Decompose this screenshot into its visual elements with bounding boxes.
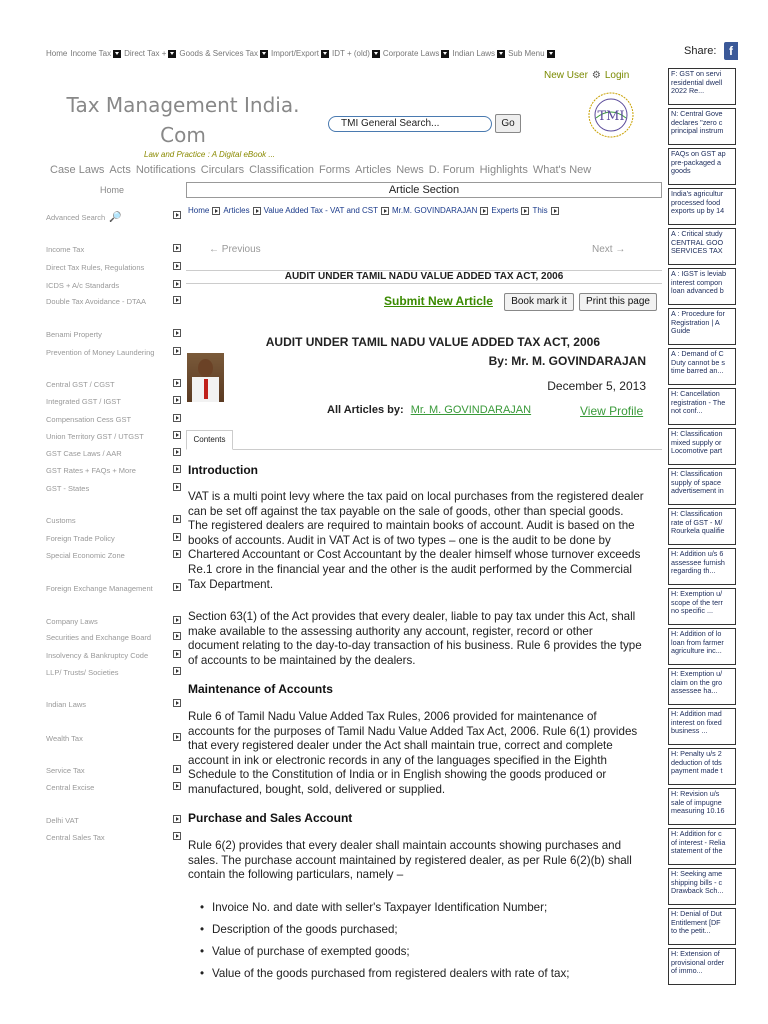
news-item-line: H: Classification bbox=[671, 509, 723, 518]
expand-arrow-icon[interactable] bbox=[173, 329, 181, 337]
search-input[interactable]: TMI General Search... bbox=[328, 116, 492, 132]
news-item[interactable] bbox=[668, 428, 736, 465]
news-item-line: time barred an... bbox=[671, 366, 724, 376]
paragraph-2: Section 63(1) of the Act provides that every dealer, liable to pay tax under this Act, shall make available to the assessing authority any account, register, record or other document relating to the day-to-day transaction of his business. Rule 6 provides the type of accounts to be maintained by the dealers. bbox=[188, 610, 642, 667]
expand-arrow-icon[interactable] bbox=[173, 465, 181, 473]
expand-arrow-icon[interactable] bbox=[173, 533, 181, 541]
expand-arrow-icon[interactable] bbox=[173, 550, 181, 558]
news-item-line: supply of space bbox=[671, 477, 721, 487]
sidebar-item[interactable] bbox=[46, 466, 182, 475]
news-item-line: H: Classification bbox=[671, 429, 723, 438]
share-label: Share: bbox=[684, 45, 717, 57]
news-item-line: business ... bbox=[671, 726, 708, 736]
main-nav-item[interactable]: Articles bbox=[355, 164, 392, 176]
author-link[interactable]: Mr. M. GOVINDARAJAN bbox=[410, 404, 532, 416]
top-nav-label: Corporate Laws bbox=[382, 49, 440, 58]
sidebar-item[interactable] bbox=[46, 766, 182, 775]
main-nav-item[interactable]: Circulars bbox=[200, 164, 245, 176]
news-item-line: assessee ha... bbox=[671, 686, 718, 696]
expand-arrow-icon[interactable] bbox=[173, 296, 181, 304]
news-item[interactable] bbox=[668, 348, 736, 385]
breadcrumb-link[interactable]: Home bbox=[188, 206, 210, 215]
sidebar-item[interactable] bbox=[46, 397, 182, 406]
chevron-down-icon bbox=[372, 50, 380, 58]
sidebar-item[interactable] bbox=[46, 330, 182, 339]
expand-arrow-icon[interactable] bbox=[173, 667, 181, 675]
tab-contents[interactable]: Contents bbox=[186, 430, 233, 450]
news-item-line: provisional order bbox=[671, 957, 725, 967]
sidebar-item-label: Central Sales Tax bbox=[46, 833, 105, 842]
news-item[interactable] bbox=[668, 468, 736, 505]
news-item-line: A : Critical study bbox=[671, 229, 723, 238]
sidebar-item-label: Foreign Exchange Management bbox=[46, 584, 153, 593]
news-item-line: statement of the bbox=[671, 846, 723, 856]
news-item[interactable] bbox=[668, 108, 736, 145]
news-item-line: rate of GST - M/ bbox=[671, 517, 723, 527]
sidebar-item[interactable] bbox=[46, 212, 182, 223]
expand-arrow-icon[interactable] bbox=[173, 414, 181, 422]
news-item-line: India's agricultur bbox=[671, 189, 724, 198]
news-item-line: Entitlement [DF bbox=[671, 917, 721, 927]
news-item-line: sale of impugne bbox=[671, 797, 722, 807]
news-item-line: loan from farmer bbox=[671, 637, 724, 647]
chevron-down-icon bbox=[441, 50, 449, 58]
news-item-line: shipping bills - c bbox=[671, 877, 723, 887]
article-date: December 5, 2013 bbox=[547, 379, 646, 393]
news-item[interactable] bbox=[668, 668, 736, 705]
news-item-line: claim on the gro bbox=[671, 677, 723, 687]
sidebar-item-label: LLP/ Trusts/ Societies bbox=[46, 668, 119, 677]
bookmark-button[interactable]: Book mark it bbox=[504, 293, 574, 311]
arrow-right-icon bbox=[521, 207, 529, 215]
article-title: AUDIT UNDER TAMIL NADU VALUE ADDED TAX ACT, 2006 bbox=[265, 335, 600, 349]
arrow-right-icon bbox=[480, 207, 488, 215]
expand-arrow-icon[interactable] bbox=[173, 431, 181, 439]
news-item-line: H: Revision u/s bbox=[671, 789, 720, 798]
news-item-line: FAQs on GST ap bbox=[671, 149, 726, 158]
paragraph-4: Rule 6(2) provides that every dealer shall maintain accounts showing purchases and sales. The purchase account maintained by registered dealer, as per Rule 6(2)(b) shall contain the following particulars, namely – bbox=[188, 839, 632, 882]
main-nav-item[interactable]: Notifications bbox=[135, 164, 196, 176]
breadcrumb-link[interactable]: Value Added Tax - VAT and CST bbox=[263, 206, 379, 215]
sidebar-item-label: Indian Laws bbox=[46, 700, 87, 709]
view-profile-link[interactable]: View Profile bbox=[580, 404, 644, 418]
sidebar-item[interactable] bbox=[46, 348, 182, 357]
sidebar-item[interactable] bbox=[46, 651, 182, 660]
news-item-line: loan advanced b bbox=[671, 286, 724, 296]
account-links bbox=[544, 70, 629, 81]
next-link[interactable]: Next → bbox=[592, 244, 626, 255]
chevron-down-icon bbox=[168, 50, 176, 58]
top-nav-label: Goods & Services Tax bbox=[179, 49, 258, 58]
chevron-down-icon bbox=[497, 50, 505, 58]
expand-arrow-icon[interactable] bbox=[173, 262, 181, 270]
expand-arrow-icon[interactable] bbox=[173, 347, 181, 355]
sidebar-item-label: Benami Property bbox=[46, 330, 102, 339]
sidebar-item-label: Company Laws bbox=[46, 617, 98, 626]
heading-purchase-sales: Purchase and Sales Account bbox=[188, 811, 353, 825]
news-item-line: of interest - Relia bbox=[671, 837, 726, 847]
top-nav-item[interactable] bbox=[271, 49, 329, 58]
top-nav bbox=[46, 49, 555, 58]
news-item-line: agriculture inc... bbox=[671, 646, 722, 656]
expand-arrow-icon[interactable] bbox=[173, 650, 181, 658]
sidebar-item[interactable] bbox=[46, 617, 182, 626]
sidebar-item-label: Insolvency & Bankruptcy Code bbox=[46, 651, 149, 660]
sidebar-item-label: Wealth Tax bbox=[46, 734, 83, 743]
sidebar-item-label: GST Case Laws / AAR bbox=[46, 449, 122, 458]
arrow-right-icon bbox=[381, 207, 389, 215]
news-item-line: mixed supply or bbox=[671, 437, 722, 447]
sidebar-item-label: Double Tax Avoidance - DTAA bbox=[46, 297, 147, 306]
tmi-seal-logo bbox=[586, 90, 636, 140]
news-item-line: assessee furnish bbox=[671, 557, 725, 567]
submit-new-article-link[interactable]: Submit New Article bbox=[384, 294, 493, 308]
sidebar-item[interactable] bbox=[46, 297, 182, 306]
news-item-line: deduction of tds bbox=[671, 757, 722, 767]
news-item[interactable] bbox=[668, 788, 736, 825]
article-tabs bbox=[186, 430, 662, 450]
sidebar-item-label: GST Rates + FAQs + More bbox=[46, 466, 136, 475]
news-item[interactable] bbox=[668, 308, 736, 345]
expand-arrow-icon[interactable] bbox=[173, 211, 181, 219]
news-item[interactable] bbox=[668, 948, 736, 985]
sidebar-item[interactable] bbox=[46, 833, 182, 842]
expand-arrow-icon[interactable] bbox=[173, 483, 181, 491]
site-logo[interactable] bbox=[58, 90, 308, 150]
main-nav-item[interactable]: Acts bbox=[109, 164, 131, 176]
article-banner-title: AUDIT UNDER TAMIL NADU VALUE ADDED TAX ACT, 2006 bbox=[186, 270, 662, 284]
search-go-button[interactable]: Go bbox=[495, 114, 521, 133]
news-item-line: exports up by 14 bbox=[671, 206, 725, 216]
expand-arrow-icon[interactable] bbox=[173, 244, 181, 252]
main-nav-item[interactable]: Classification bbox=[249, 164, 314, 176]
sidebar-item-label: Central Excise bbox=[46, 783, 95, 792]
sidebar-item-label: Special Economic Zone bbox=[46, 551, 125, 560]
news-item-line: N: Central Gove bbox=[671, 109, 723, 118]
sidebar-item[interactable] bbox=[46, 516, 182, 525]
news-item-line: F: GST on servi bbox=[671, 69, 722, 78]
news-item-line: registration - The bbox=[671, 397, 726, 407]
expand-arrow-icon[interactable] bbox=[173, 280, 181, 288]
sidebar-home-link[interactable]: Home bbox=[100, 185, 125, 195]
news-item-line: CENTRAL GOO bbox=[671, 237, 724, 247]
arrow-right-icon bbox=[253, 207, 261, 215]
sidebar-item[interactable] bbox=[46, 816, 182, 825]
sidebar-item[interactable] bbox=[46, 534, 182, 543]
news-item-line: SERVICES TAX bbox=[671, 246, 723, 256]
all-articles-by bbox=[327, 404, 531, 416]
news-item-line: A : Procedure for bbox=[671, 309, 725, 318]
top-nav-item[interactable] bbox=[332, 49, 380, 58]
sidebar-item-label: Union Territory GST / UTGST bbox=[46, 432, 144, 441]
sidebar-item-label: Prevention of Money Laundering bbox=[46, 348, 155, 357]
news-item-line: pre-packaged a bbox=[671, 157, 721, 167]
expand-arrow-icon[interactable] bbox=[173, 782, 181, 790]
list-item: • Description of the goods purchased; bbox=[200, 923, 640, 945]
news-item-line: H: Seeking ame bbox=[671, 869, 723, 878]
chevron-down-icon bbox=[113, 50, 121, 58]
top-nav-item[interactable] bbox=[70, 49, 121, 58]
facebook-icon[interactable]: f bbox=[724, 42, 738, 60]
news-item-line: Locomotive part bbox=[671, 446, 723, 456]
news-item[interactable] bbox=[668, 588, 736, 625]
news-item-line: Duty cannot be s bbox=[671, 357, 725, 367]
logo-line-1: Tax Management India. bbox=[66, 93, 300, 117]
news-item-line: goods bbox=[671, 166, 691, 176]
top-nav-item[interactable] bbox=[508, 49, 554, 58]
news-item[interactable] bbox=[668, 748, 736, 785]
news-item[interactable] bbox=[668, 868, 736, 905]
news-item-line: H: Exemption u/ bbox=[671, 669, 723, 678]
news-item-line: H: Addition for c bbox=[671, 829, 722, 838]
main-nav-item[interactable]: Forms bbox=[318, 164, 351, 176]
sidebar-item[interactable] bbox=[46, 449, 182, 458]
news-item-line: H: Penalty u/s 2 bbox=[671, 749, 722, 758]
main-nav-item[interactable]: D. Forum bbox=[428, 164, 475, 176]
svg-text:TMI: TMI bbox=[597, 109, 625, 124]
top-nav-item[interactable] bbox=[383, 49, 449, 58]
list-item: • Invoice No. and date with seller's Taxpayer Identification Number; bbox=[200, 901, 640, 923]
expand-arrow-icon[interactable] bbox=[173, 832, 181, 840]
news-item[interactable] bbox=[668, 188, 736, 225]
top-nav-item[interactable] bbox=[179, 49, 268, 58]
news-item-line: residential dwell bbox=[671, 77, 723, 87]
top-nav-label: Import/Export bbox=[270, 49, 319, 58]
news-item-line: H: Exemption u/ bbox=[671, 589, 723, 598]
top-nav-item[interactable] bbox=[452, 49, 505, 58]
sidebar-item-label: Customs bbox=[46, 516, 76, 525]
sidebar-item[interactable] bbox=[46, 783, 182, 792]
sidebar-item-label: Direct Tax Rules, Regulations bbox=[46, 263, 145, 272]
news-item-line: to the petit... bbox=[671, 926, 711, 936]
top-nav-label: Indian Laws bbox=[452, 49, 496, 58]
gear-icon: ⚙ bbox=[591, 70, 601, 81]
news-item-line: measuring 10.16 bbox=[671, 806, 725, 816]
sidebar-item[interactable] bbox=[46, 484, 182, 493]
sidebar-item-label: Delhi VAT bbox=[46, 816, 79, 825]
news-item-line: advertisement in bbox=[671, 486, 724, 496]
expand-arrow-icon[interactable] bbox=[173, 515, 181, 523]
expand-arrow-icon[interactable] bbox=[173, 699, 181, 707]
breadcrumb-link[interactable]: Articles bbox=[223, 206, 250, 215]
previous-link[interactable]: ← Previous bbox=[209, 244, 261, 255]
news-item-line: H: Classification bbox=[671, 469, 723, 478]
sidebar-item[interactable] bbox=[46, 734, 182, 743]
login-link[interactable]: Login bbox=[604, 70, 630, 81]
paragraph-3: Rule 6 of Tamil Nadu Value Added Tax Rules, 2006 provided for maintenance of accounts for the purposes of Tamil Nadu Value Added Tax Act, 2006. Rule 6(1) provides that every registered dealer under the Act shall maintain true, correct and complete account in ink or electronic records in any of the languages specified in the Eighth Schedule to the Constitution of India or in English showing the goods produced or manufactured, bought, sold, delivered or supplied. bbox=[188, 710, 638, 796]
breadcrumb bbox=[188, 206, 559, 215]
article-byline: By: Mr. M. GOVINDARAJAN bbox=[488, 354, 646, 368]
news-item-line: Guide bbox=[671, 326, 691, 336]
sidebar-item[interactable] bbox=[46, 551, 182, 560]
main-nav bbox=[50, 164, 591, 176]
expand-arrow-icon[interactable] bbox=[173, 815, 181, 823]
chevron-down-icon bbox=[260, 50, 268, 58]
sidebar-item-label: Foreign Trade Policy bbox=[46, 534, 115, 543]
sidebar-item-label: Service Tax bbox=[46, 766, 85, 775]
expand-arrow-icon[interactable] bbox=[173, 616, 181, 624]
news-item-line: H: Addition u/s 6 bbox=[671, 549, 724, 558]
news-item-line: interest on fixed bbox=[671, 717, 722, 727]
news-item[interactable] bbox=[668, 828, 736, 865]
top-nav-label: Sub Menu bbox=[508, 49, 545, 58]
news-item-line: regarding th... bbox=[671, 566, 716, 576]
news-item-line: 2022 Re... bbox=[671, 86, 705, 96]
news-item-line: not conf... bbox=[671, 406, 703, 416]
new-user-link[interactable]: New User bbox=[544, 70, 588, 81]
logo-line-2: Com bbox=[160, 123, 206, 147]
top-nav-label: IDT + (old) bbox=[332, 49, 370, 58]
news-item[interactable] bbox=[668, 228, 736, 265]
sidebar-item[interactable] bbox=[46, 668, 182, 677]
sidebar-item-label: GST - States bbox=[46, 484, 90, 493]
all-articles-label: All Articles by: bbox=[327, 404, 404, 416]
heading-introduction: Introduction bbox=[188, 463, 258, 477]
arrow-right-icon bbox=[212, 207, 220, 215]
search-icon[interactable]: 🔎 bbox=[109, 212, 122, 223]
heading-maintenance: Maintenance of Accounts bbox=[188, 682, 333, 696]
article-section-header: Article Section bbox=[186, 182, 662, 198]
news-item[interactable] bbox=[668, 148, 736, 185]
sidebar-item[interactable] bbox=[46, 380, 182, 389]
main-nav-item[interactable]: Case Laws bbox=[50, 164, 105, 176]
top-nav-label: Direct Tax + bbox=[124, 49, 167, 58]
sidebar-item[interactable] bbox=[46, 263, 182, 272]
expand-arrow-icon[interactable] bbox=[173, 632, 181, 640]
news-item-line: payment made t bbox=[671, 766, 723, 776]
expand-arrow-icon[interactable] bbox=[173, 448, 181, 456]
expand-arrow-icon[interactable] bbox=[173, 396, 181, 404]
news-item-line: H: Addition mad bbox=[671, 709, 722, 718]
sidebar-item-label: Compensation Cess GST bbox=[46, 415, 132, 424]
news-item-line: A : Demand of C bbox=[671, 349, 724, 358]
breadcrumb-link[interactable]: This bbox=[532, 206, 548, 215]
news-item-line: H: Cancellation bbox=[671, 389, 720, 398]
list-item: • Value of purchase of exempted goods; bbox=[200, 945, 640, 967]
sidebar-item[interactable] bbox=[46, 281, 182, 290]
news-item-line: principal instrum bbox=[671, 126, 724, 136]
breadcrumb-link[interactable]: Experts bbox=[491, 206, 519, 215]
particulars-list bbox=[200, 901, 640, 989]
news-item-line: no specific ... bbox=[671, 606, 713, 616]
top-nav-item[interactable] bbox=[124, 49, 176, 58]
news-item[interactable] bbox=[668, 268, 736, 305]
chevron-down-icon bbox=[321, 50, 329, 58]
news-item[interactable] bbox=[668, 508, 736, 545]
top-nav-label: Income Tax bbox=[70, 49, 112, 58]
sidebar-item[interactable] bbox=[46, 432, 182, 441]
site-tagline: Law and Practice : A Digital eBook ... bbox=[144, 150, 276, 159]
news-item-line: interest compon bbox=[671, 277, 723, 287]
chevron-down-icon bbox=[547, 50, 555, 58]
news-item-line: Registration | A bbox=[671, 317, 720, 327]
news-item-line: Rourkela qualifie bbox=[671, 526, 725, 536]
print-button[interactable]: Print this page bbox=[579, 293, 657, 311]
arrow-right-icon bbox=[551, 207, 559, 215]
list-item: • Value of the goods purchased from registered dealers with rate of tax; bbox=[200, 967, 640, 989]
news-item-line: declares "zero c bbox=[671, 117, 723, 127]
news-item[interactable] bbox=[668, 708, 736, 745]
sidebar-item[interactable] bbox=[46, 700, 182, 709]
news-item[interactable] bbox=[668, 388, 736, 425]
news-item[interactable] bbox=[668, 548, 736, 585]
news-item[interactable] bbox=[668, 68, 736, 105]
news-item-line: A : IGST is leviab bbox=[671, 269, 726, 278]
sidebar-item-label: ICDS + A/c Standards bbox=[46, 281, 120, 290]
news-item-line: Drawback Sch... bbox=[671, 886, 724, 896]
main-nav-item[interactable]: News bbox=[396, 164, 424, 176]
paragraph-1: VAT is a multi point levy where the tax paid on local purchases from the registered dealer can be set off against the tax payable on the sale of goods, other than special goods. The registered dealers are required to maintain books of account. Audit is based on the books of accounts. Audit in VAT Act is of two types – one is the audit to be done by Chartered Accountant or Cost Accountant by the dealer himself whose turnover exceeds Re.1 crore in the financial year and the other is the audit performed by the Commercial Tax Department. bbox=[188, 490, 644, 591]
news-item-line: processed food bbox=[671, 197, 721, 207]
top-nav-label: Home bbox=[46, 49, 68, 58]
news-item-line: of immo... bbox=[671, 966, 703, 976]
sidebar-item-label: Income Tax bbox=[46, 245, 85, 254]
expand-arrow-icon[interactable] bbox=[173, 379, 181, 387]
news-item-line: H: Denial of Dut bbox=[671, 909, 722, 918]
news-item[interactable] bbox=[668, 908, 736, 945]
main-nav-item[interactable]: What's New bbox=[532, 164, 592, 176]
expand-arrow-icon[interactable] bbox=[173, 583, 181, 591]
sidebar-item-label: Integrated GST / IGST bbox=[46, 397, 121, 406]
sidebar-item-label: Central GST / CGST bbox=[46, 380, 115, 389]
sidebar-item-label: Advanced Search bbox=[46, 213, 106, 222]
sidebar-item[interactable] bbox=[46, 633, 182, 642]
expand-arrow-icon[interactable] bbox=[173, 733, 181, 741]
news-item-line: H: Addition of lo bbox=[671, 629, 722, 638]
sidebar-item[interactable] bbox=[46, 415, 182, 424]
top-nav-item[interactable] bbox=[46, 49, 67, 58]
expand-arrow-icon[interactable] bbox=[173, 765, 181, 773]
breadcrumb-link[interactable]: Mr.M. GOVINDARAJAN bbox=[392, 206, 478, 215]
news-item-line: H: Extension of bbox=[671, 949, 720, 958]
sidebar-item-label: Securities and Exchange Board bbox=[46, 633, 152, 642]
main-nav-item[interactable]: Highlights bbox=[479, 164, 528, 176]
sidebar-item[interactable] bbox=[46, 584, 182, 593]
sidebar-item[interactable] bbox=[46, 245, 182, 254]
news-item[interactable] bbox=[668, 628, 736, 665]
news-item-line: scope of the terr bbox=[671, 597, 723, 607]
